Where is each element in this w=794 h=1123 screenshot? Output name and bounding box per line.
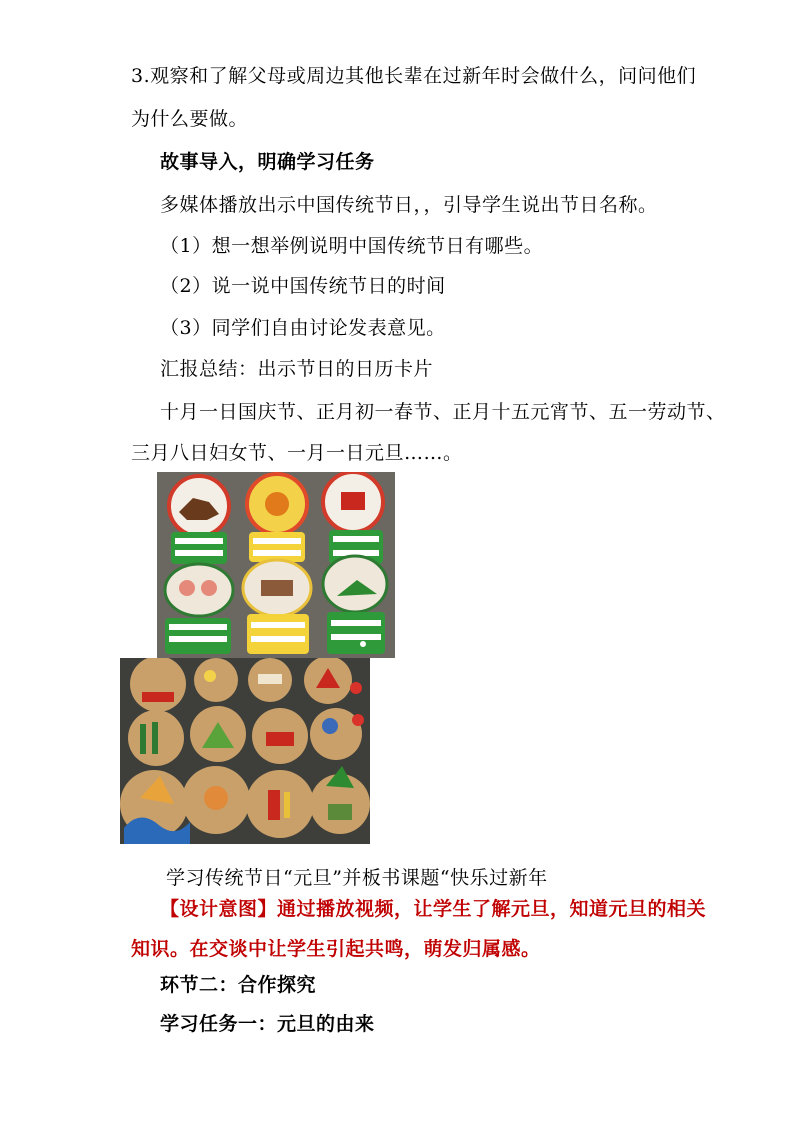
paragraph-line: 汇报总结：出示节日的日历卡片 <box>160 358 434 380</box>
list-item: （1）想一想举例说明中国传统节日有哪些。 <box>160 235 544 257</box>
paragraph-line: 三月八日妇女节、一月一日元旦……。 <box>131 442 463 464</box>
festival-boards-photo <box>120 658 370 844</box>
design-intent-text: 知识。在交谈中让学生引起共鸣，萌发归属感。 <box>131 938 541 960</box>
list-item: （3）同学们自由讨论发表意见。 <box>160 317 446 339</box>
paragraph-line: 多媒体播放出示中国传统节日，，引导学生说出节日名称。 <box>160 194 658 216</box>
list-item: （2）说一说中国传统节日的时间 <box>160 275 446 297</box>
paragraph-line: 3.观察和了解父母或周边其他长辈在过新年时会做什么，问问他们 <box>131 65 697 87</box>
section-heading: 环节二：合作探究 <box>160 974 317 996</box>
section-heading: 故事导入，明确学习任务 <box>160 151 375 173</box>
festival-cards-photo <box>157 472 395 658</box>
paragraph-line: 十月一日国庆节、正月初一春节、正月十五元宵节、五一劳动节、 <box>160 401 726 423</box>
paragraph-line: 学习传统节日“元旦”并板书课题“快乐过新年 <box>166 867 548 889</box>
section-heading: 学习任务一：元旦的由来 <box>160 1013 375 1035</box>
design-intent-text: 【设计意图】通过播放视频，让学生了解元旦，知道元旦的相关 <box>160 898 707 920</box>
paragraph-line: 为什么要做。 <box>131 108 249 130</box>
